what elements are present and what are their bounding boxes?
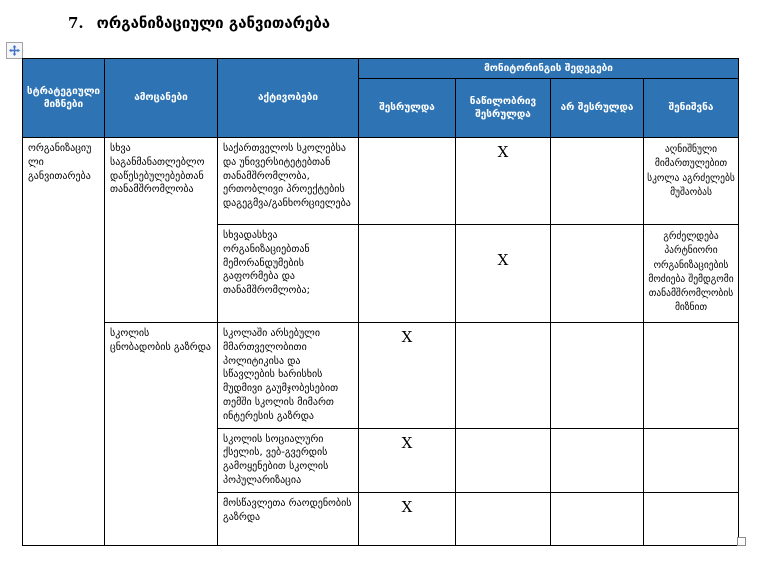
remark-cell[interactable]	[644, 492, 739, 545]
header-activities[interactable]: აქტივობები	[218, 59, 359, 138]
monitoring-table	[22, 58, 739, 546]
completed-mark-cell[interactable]: X	[359, 492, 456, 545]
partially-completed-mark-cell[interactable]	[456, 323, 551, 429]
table-resize-handle[interactable]	[737, 537, 746, 546]
move-arrows-icon	[9, 45, 20, 56]
activity-cell[interactable]: სკოლის სოციალური ქსელის, ვებ-გვერდის გამოყენებით სკოლის პოპულარიზაცია	[218, 428, 359, 492]
objective-cell[interactable]: სკოლის ცნობადობის გაზრდა	[105, 323, 218, 546]
header-partially-completed[interactable]: ნაწილობრივ შესრულდა	[456, 79, 551, 138]
activity-cell[interactable]: საქართველოს სკოლებსა და უნივერსიტეტებთან თანამშრომლობა, ერთობლივი პროექტების დაგეგმვა/განხორციელება	[218, 138, 359, 225]
not-completed-mark-cell[interactable]	[551, 492, 644, 545]
header-objectives[interactable]: ამოცანები	[105, 59, 218, 138]
section-number: 7.	[68, 14, 84, 32]
completed-mark-cell[interactable]	[359, 138, 456, 225]
partially-completed-mark-cell[interactable]: X	[456, 225, 551, 323]
objective-cell[interactable]: სხვა საგანმანათლებლო დაწესებულებებთან თანამშრომლობა	[105, 138, 218, 323]
table-row	[23, 138, 739, 225]
table-row	[23, 323, 739, 429]
partially-completed-mark-cell[interactable]	[456, 492, 551, 545]
strategic-goal-cell[interactable]: ორგანიზაციული განვითარება	[23, 138, 105, 546]
remark-cell[interactable]: გრძელდება პარტნიორი ორგანიზაციების მოძიება შემდგომი თანამშრომლობის მიზნით	[644, 225, 739, 323]
not-completed-mark-cell[interactable]	[551, 428, 644, 492]
remark-cell[interactable]: აღნიშნული მიმართულებით სკოლა აგრძელებს მუშაობას	[644, 138, 739, 225]
activity-cell[interactable]: სკოლაში არსებული მმართველობითი პოლიტიკისა და სწავლების ხარისხის მუდმივი გაუმჯობესებით თემში სკოლის მიმართ ინტერესის გაზრდა	[218, 323, 359, 429]
not-completed-mark-cell[interactable]	[551, 138, 644, 225]
not-completed-mark-cell[interactable]	[551, 225, 644, 323]
section-title[interactable]	[68, 14, 330, 32]
section-title-text: ორგანიზაციული განვითარება	[96, 14, 331, 32]
header-completed[interactable]: შესრულდა	[359, 79, 456, 138]
activity-cell[interactable]: მოსწავლეთა რაოდენობის გაზრდა	[218, 492, 359, 545]
header-remark[interactable]: შენიშვნა	[644, 79, 739, 138]
partially-completed-mark-cell[interactable]	[456, 428, 551, 492]
completed-mark-cell[interactable]	[359, 225, 456, 323]
remark-cell[interactable]	[644, 323, 739, 429]
completed-mark-cell[interactable]: X	[359, 323, 456, 429]
table-move-handle[interactable]	[6, 42, 23, 59]
remark-cell[interactable]	[644, 428, 739, 492]
header-not-completed[interactable]: არ შესრულდა	[551, 79, 644, 138]
header-strategic-goals[interactable]: სტრატეგიული მიზნები	[23, 59, 105, 138]
header-monitoring-results[interactable]: მონიტორინგის შედეგები	[359, 59, 739, 79]
completed-mark-cell[interactable]: X	[359, 428, 456, 492]
activity-cell[interactable]: სხვადასხვა ორგანიზაციებთან მემორანდუმების გაფორმება და თანამშრომლობა;	[218, 225, 359, 323]
not-completed-mark-cell[interactable]	[551, 323, 644, 429]
partially-completed-mark-cell[interactable]: X	[456, 138, 551, 225]
